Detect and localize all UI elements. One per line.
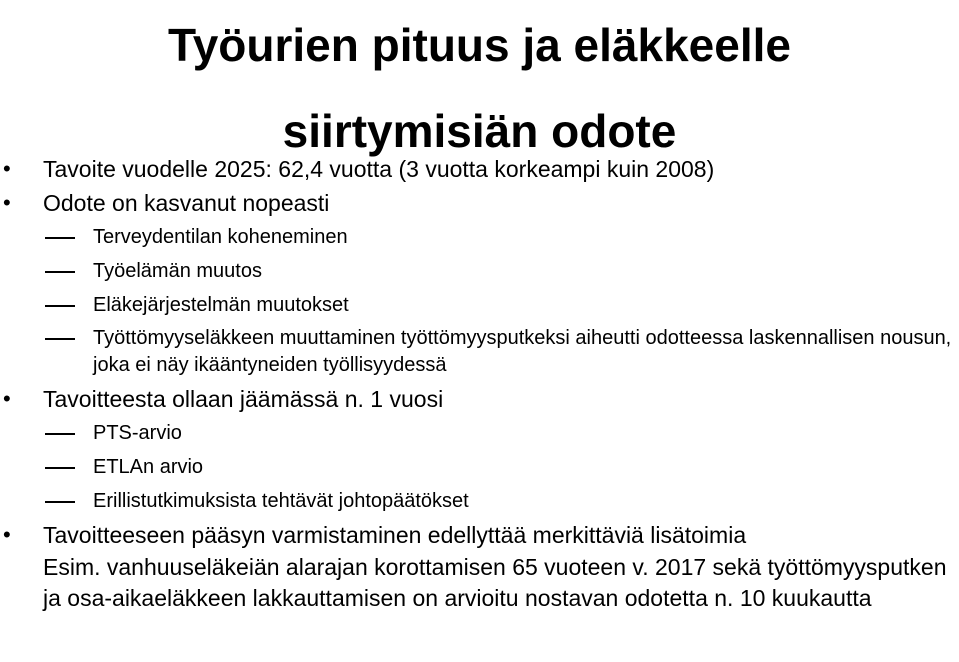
slide-title [0, 0, 959, 174]
bullet-text: Tavoite vuodelle 2025: 62,4 vuotta (3 vuotta korkeampi kuin 2008) [43, 156, 715, 182]
dash-icon [45, 338, 75, 340]
sub-bullet-item [0, 416, 959, 450]
bullet-text: Odote on kasvanut nopeasti [43, 190, 330, 216]
slide-body [0, 152, 959, 614]
slide-title-line-1: Työurien pituus ja eläkkeelle [168, 19, 791, 71]
slide-title-line-2: siirtymisiän odote [282, 105, 677, 157]
paragraph-text [0, 552, 959, 614]
sub-bullet-text: Eläkejärjestelmän muutokset [93, 294, 349, 316]
sub-bullet-text: Terveydentilan koheneminen [93, 226, 348, 248]
bullet-icon: • [3, 156, 11, 181]
bullet-item [0, 186, 959, 220]
sub-bullet-item [0, 484, 959, 518]
paragraph-content: Esim. vanhuuseläkeiän alarajan korottamisen 65 vuoteen v. 2017 sekä työttömyysputken ja osa-aikaeläkkeen lakkauttamisen on arvioitu nostavan odotetta n. 10 kuukautta [43, 554, 947, 611]
bullet-icon: • [3, 522, 11, 547]
sub-bullet-item [0, 220, 959, 254]
sub-bullet-item [0, 254, 959, 288]
bullet-icon: • [3, 386, 11, 411]
sub-bullet-item [0, 288, 959, 322]
bullet-item [0, 152, 959, 186]
sub-bullet-text: Työttömyyseläkkeen muuttaminen työttömyysputkeksi aiheutti odotteessa laskennallisen nousun, joka ei näy ikääntyneiden työllisyydessä [93, 327, 952, 376]
sub-bullet-text: PTS-arvio [93, 422, 182, 444]
sub-bullet-text: Erillistutkimuksista tehtävät johtopäätökset [93, 490, 469, 512]
bullet-text: Tavoitteeseen pääsyn varmistaminen edellyttää merkittäviä lisätoimia [43, 522, 747, 548]
bullet-icon: • [3, 190, 11, 215]
sub-bullet-item [0, 322, 959, 382]
dash-icon [45, 271, 75, 273]
dash-icon [45, 433, 75, 435]
bullet-text: Tavoitteesta ollaan jäämässä n. 1 vuosi [43, 386, 444, 412]
bullet-item [0, 382, 959, 416]
sub-bullet-item [0, 450, 959, 484]
dash-icon [45, 467, 75, 469]
dash-icon [45, 501, 75, 503]
dash-icon [45, 237, 75, 239]
dash-icon [45, 305, 75, 307]
sub-bullet-text: ETLAn arvio [93, 456, 204, 478]
sub-bullet-text: Työelämän muutos [93, 260, 262, 282]
bullet-item [0, 518, 959, 552]
